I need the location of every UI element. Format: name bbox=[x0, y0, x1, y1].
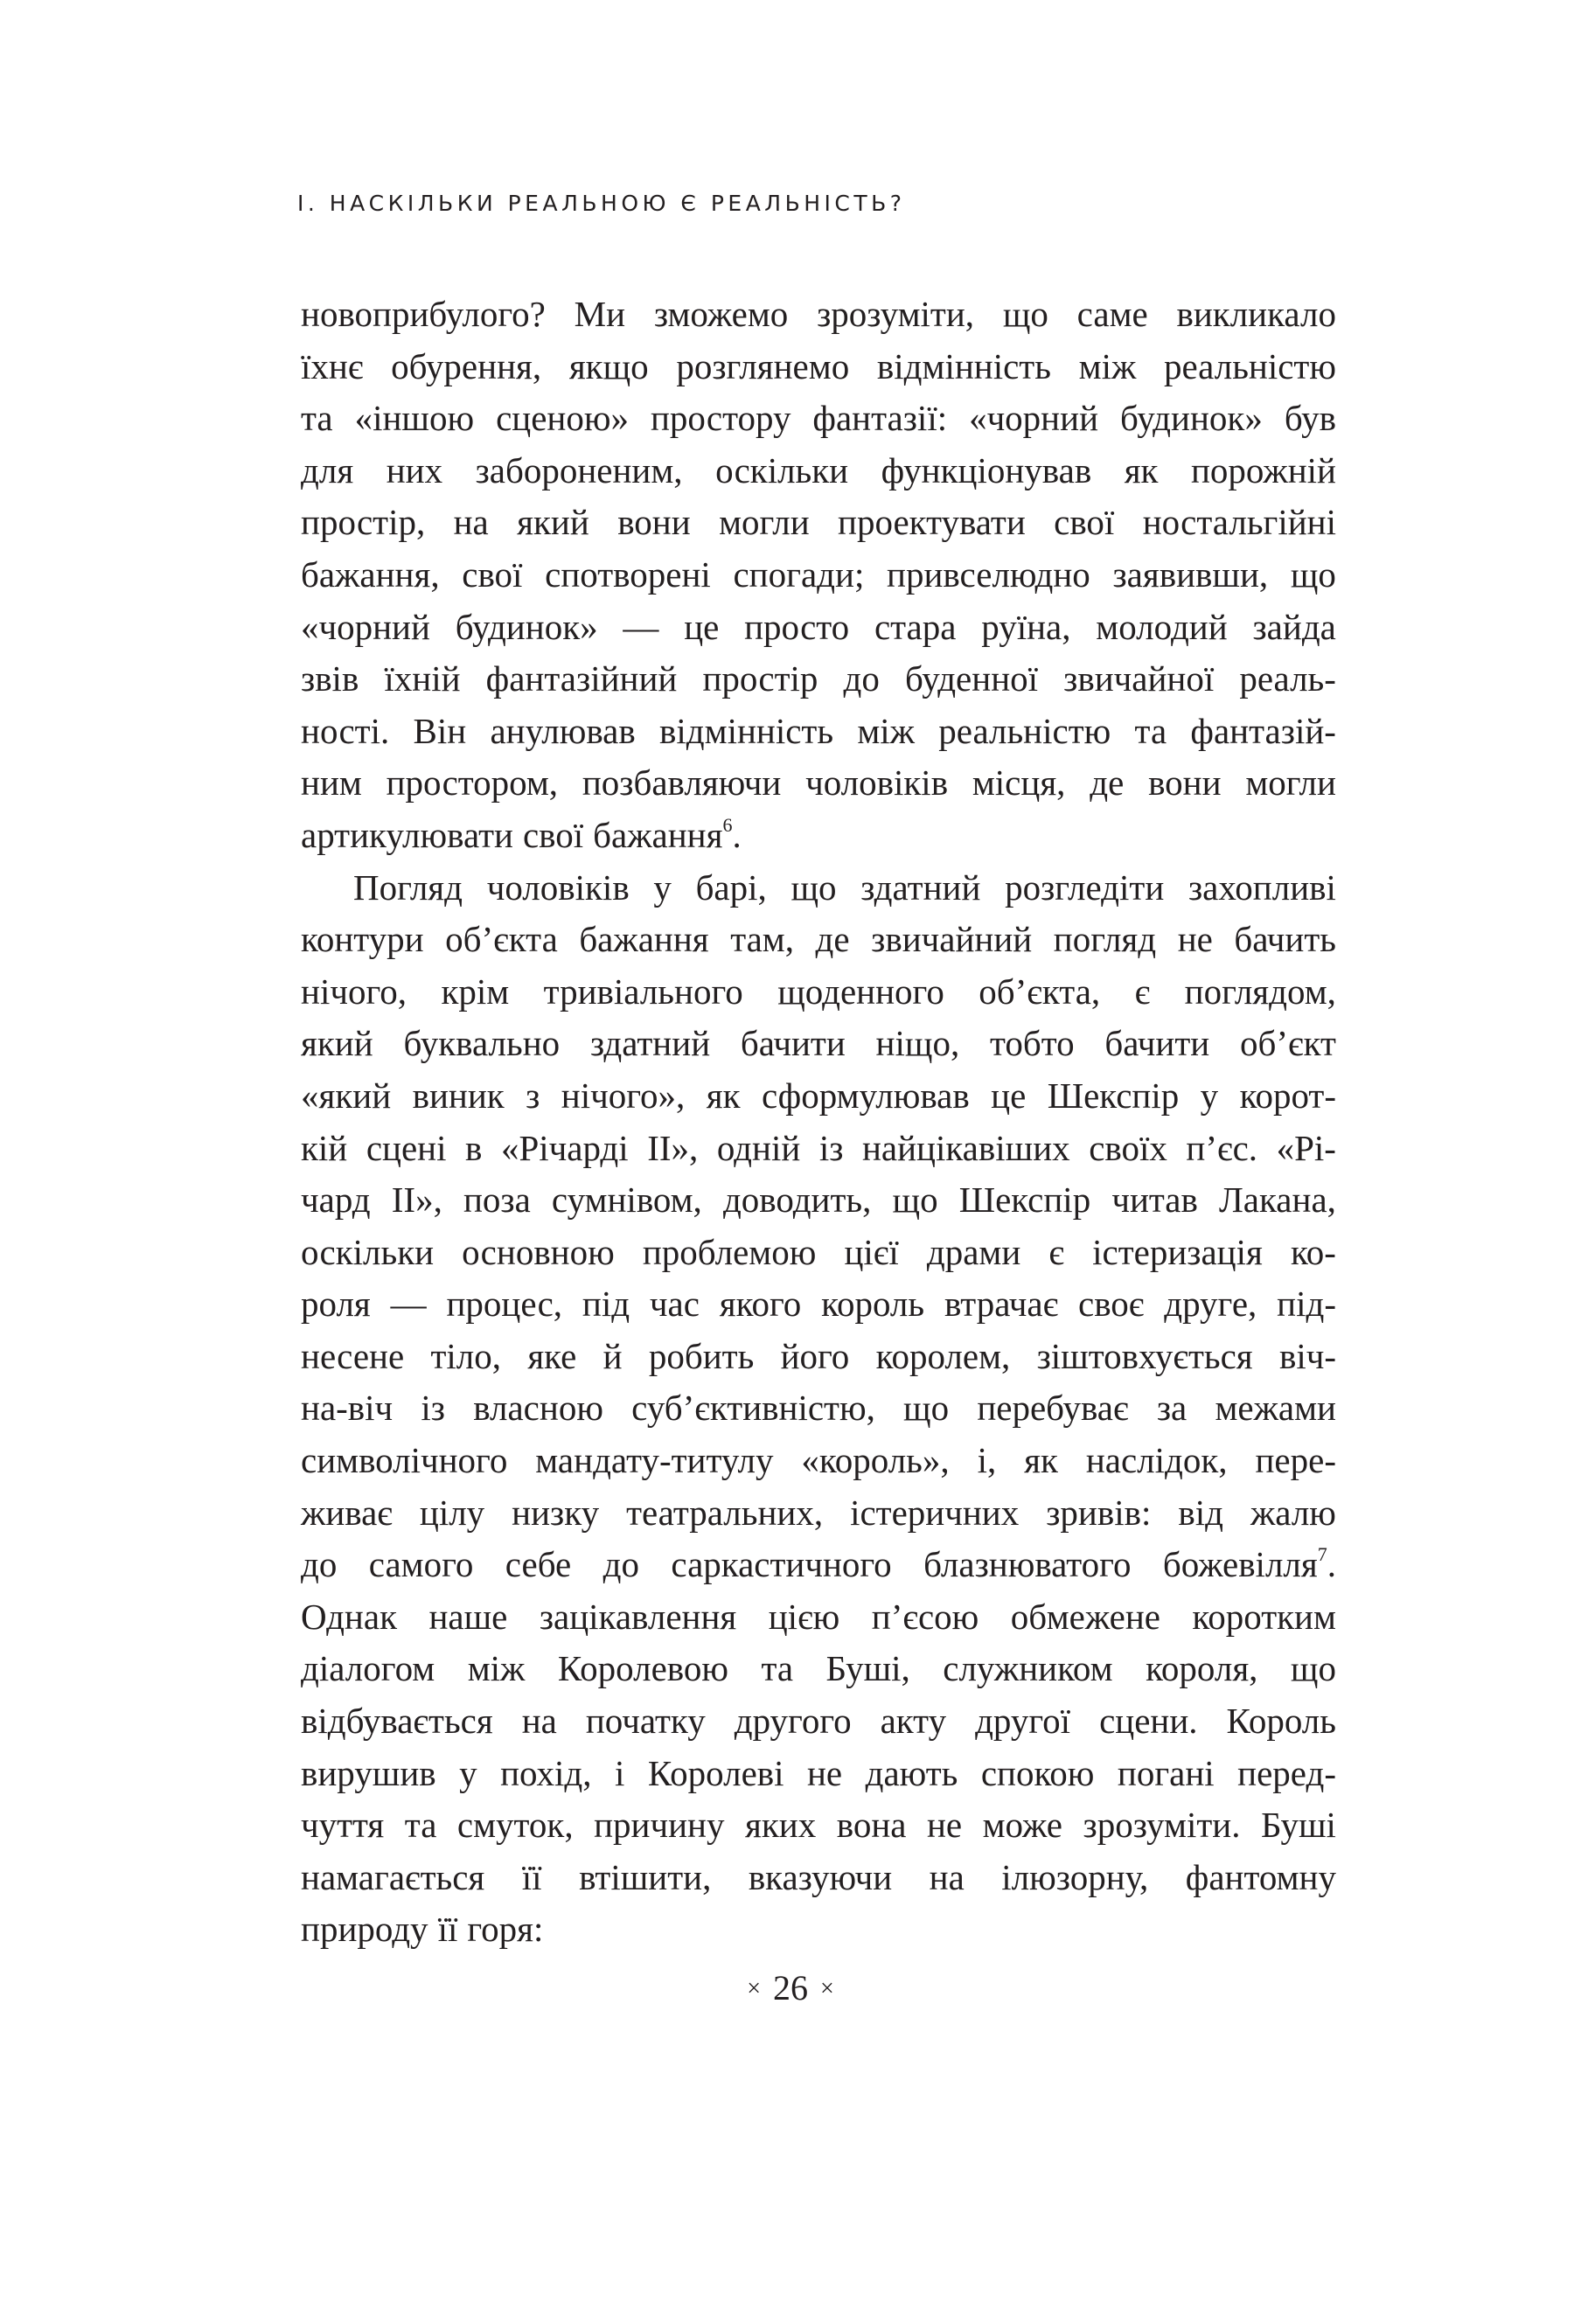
footnote-marker: 6 bbox=[722, 813, 733, 836]
text-line: до самого себе до саркастичного блазнюватого божевілля$^7$. bbox=[301, 1543, 1336, 1585]
text-line: їхнє обурення, якщо розглянемо відмінність між реальністю bbox=[301, 345, 1336, 386]
text-line: природу її горя: bbox=[301, 1909, 544, 1950]
text-line: кій сцені в «Річарді II», одній із найцікавіших своїх п’єс. «Рі- bbox=[301, 1127, 1336, 1168]
text-line: відбувається на початку другого акту другої сцени. Король bbox=[301, 1701, 1336, 1742]
folio-ornament-left: × bbox=[747, 1975, 761, 2002]
folio-ornament-right: × bbox=[820, 1975, 834, 2002]
page-number: 26 bbox=[773, 1968, 808, 2007]
text-line: Погляд чоловіків у барі, що здатний розгледіти захопливі bbox=[353, 866, 1336, 908]
text-line: новоприбулого? Ми зможемо зрозуміти, що саме викликало bbox=[301, 294, 1336, 334]
text-line: символічного мандату-титулу «король», і, як наслідок, пере- bbox=[301, 1440, 1336, 1481]
text-line: вирушив у похід, і Королеві не дають спокою погані перед- bbox=[301, 1752, 1336, 1793]
text-line: для них забороненим, оскільки функціонував як порожній bbox=[301, 449, 1336, 491]
body-text bbox=[301, 289, 1336, 1956]
text-line: Однак наше зацікавлення цією п’єсою обмежене коротким bbox=[301, 1596, 1336, 1637]
text-line: несене тіло, яке й робить його королем, зіштовхується віч- bbox=[301, 1335, 1336, 1376]
text-line: намагається її втішити, вказуючи на ілюзорну, фантомну bbox=[301, 1856, 1336, 1897]
page-number-footer bbox=[0, 1967, 1581, 2008]
text-line: ності. Він анулював відмінність між реальністю та фантазій- bbox=[301, 710, 1336, 751]
text-line: на-віч із власною суб’єктивністю, що перебуває за межами bbox=[301, 1388, 1336, 1429]
text-line: нічого, крім тривіального щоденного об’єкта, є поглядом, bbox=[301, 971, 1336, 1012]
text-line: звів їхній фантазійний простір до буденної звичайної реаль- bbox=[301, 658, 1336, 699]
text-line: діалогом між Королевою та Буші, служником короля, що bbox=[301, 1648, 1336, 1689]
text-line: «який виник з нічого», як сформулював це Шекспір у корот- bbox=[301, 1075, 1336, 1116]
text-line: артикулювати свої бажання$^6$. bbox=[301, 813, 742, 855]
text-line: який буквально здатний бачити ніщо, тобто бачити об’єкт bbox=[301, 1023, 1336, 1064]
text-line: ним простором, позбавляючи чоловіків місця, де вони могли bbox=[301, 762, 1336, 804]
text-line: «чорний будинок» — це просто стара руїна, молодий зайда bbox=[301, 606, 1336, 647]
paragraph bbox=[301, 289, 1336, 862]
text-line: оскільки основною проблемою цієї драми є істеризація ко- bbox=[301, 1231, 1336, 1272]
footnote-marker: 7 bbox=[1317, 1543, 1327, 1566]
text-line: контури об’єкта бажання там, де звичайний погляд не бачить bbox=[301, 919, 1336, 960]
paragraph bbox=[301, 862, 1336, 1956]
text-line: чуття та смуток, причину яких вона не може зрозуміти. Буші bbox=[301, 1805, 1336, 1846]
text-line: та «іншою сценою» простору фантазії: «чорний будинок» був bbox=[301, 398, 1336, 439]
text-line: живає цілу низку театральних, істеричних зривів: від жалю bbox=[301, 1492, 1336, 1533]
text-line: простір, на який вони могли проектувати свої ностальгійні bbox=[301, 502, 1336, 543]
text-line: бажання, свої спотворені спогади; привселюдно заявивши, що bbox=[301, 553, 1336, 595]
text-line: роля — процес, під час якого король втрачає своє друге, під- bbox=[301, 1284, 1336, 1325]
running-head: I. НАСКІЛЬКИ РЕАЛЬНОЮ Є РЕАЛЬНІСТЬ? bbox=[297, 191, 906, 216]
text-line: чард II», поза сумнівом, доводить, що Шекспір читав Лакана, bbox=[301, 1179, 1336, 1221]
